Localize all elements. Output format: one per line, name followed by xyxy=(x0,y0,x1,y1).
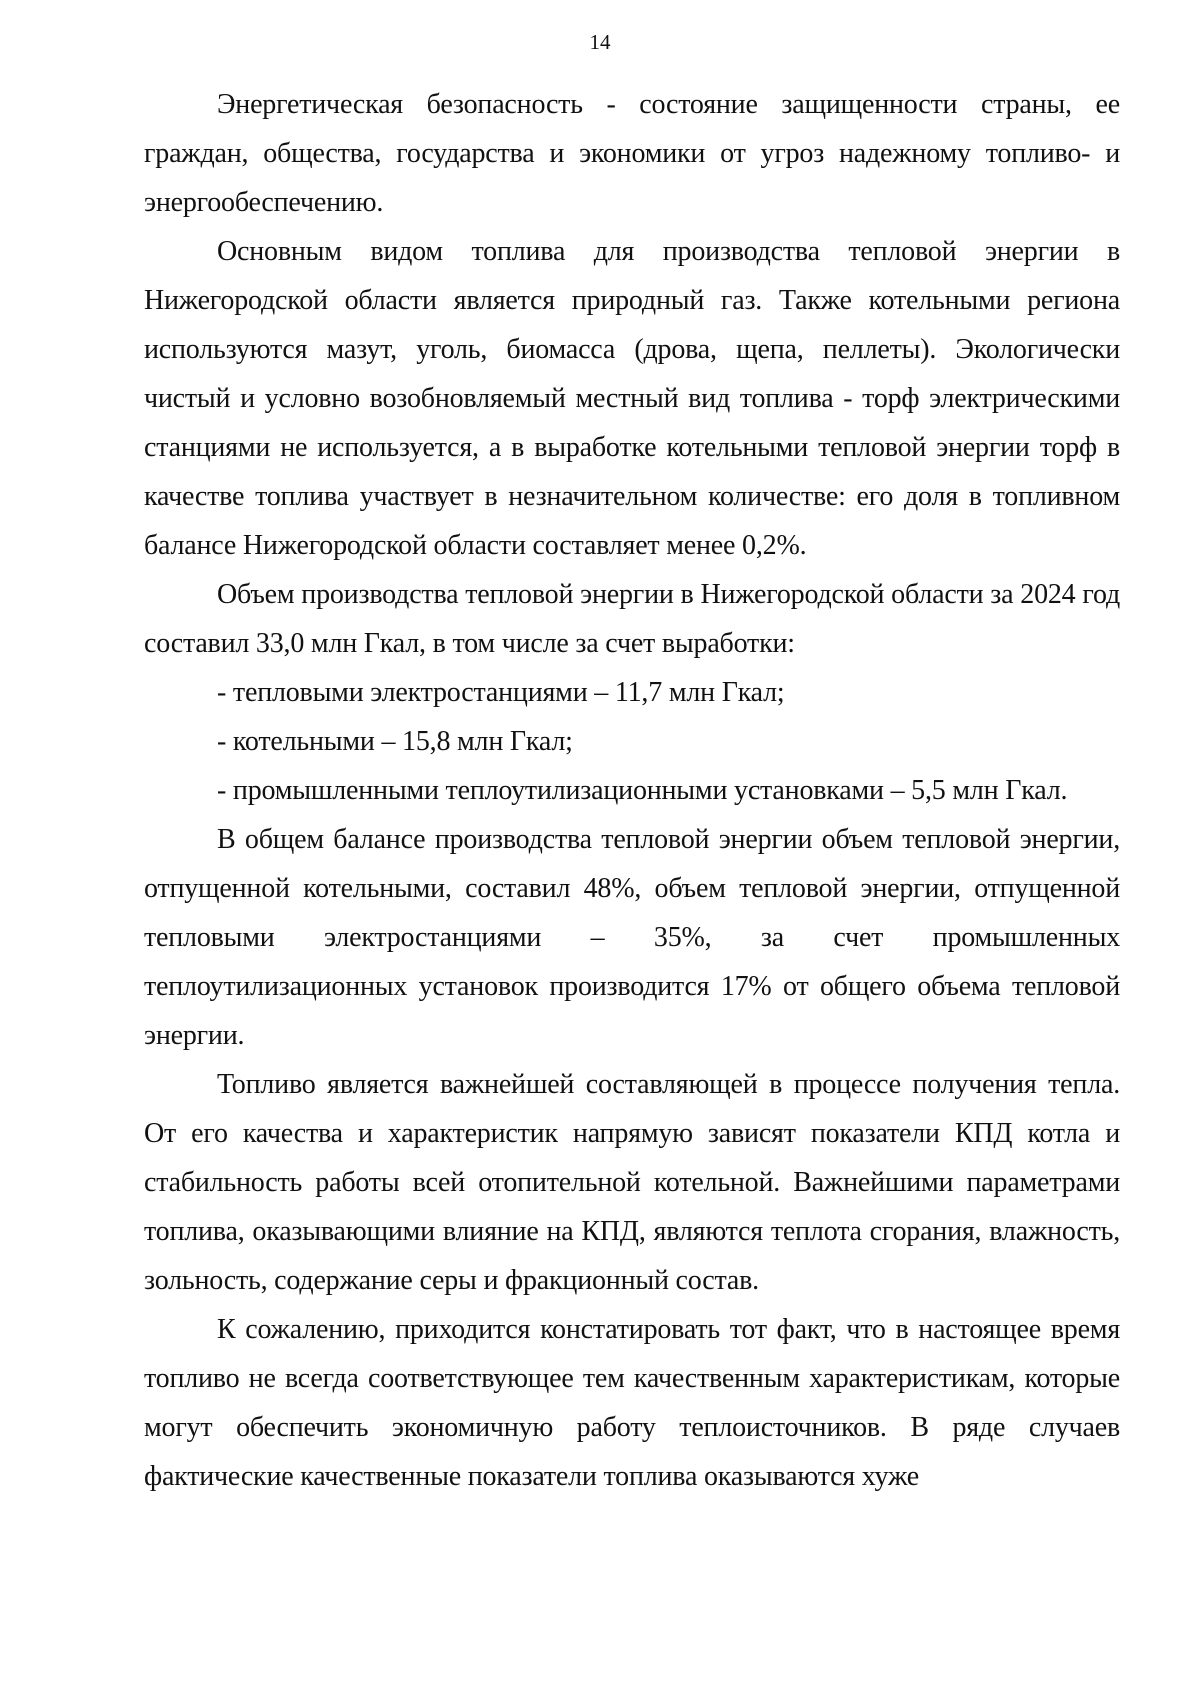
list-item-boiler-houses: - котельными – 15,8 млн Гкал; xyxy=(217,726,573,757)
paragraph-fuel-compliance: К сожалению, приходится констатировать тот факт, что в настоящее время топливо не всегда соответствующее тем качественным характеристикам, которые могут обеспечить экономичную работу теплоисточников. В ряде случаев фактические качественные показатели топлива оказываются хуже xyxy=(144,1314,1120,1492)
document-body xyxy=(144,80,1120,1501)
paragraph-energy-security: Энергетическая безопасность - состояние защищенности страны, ее граждан, общества, государства и экономики от угроз надежному топливо- и энергообеспечению. xyxy=(144,89,1120,218)
paragraph-balance-shares: В общем балансе производства тепловой энергии объем тепловой энергии, отпущенной котельными, составил 48%, объем тепловой энергии, отпущенной тепловыми электростанциями – 35%, за счет промышленных теплоутилизационных установок производится 17% от общего объема тепловой энергии. xyxy=(144,824,1120,1051)
list-item-thermal-plants: - тепловыми электростанциями – 11,7 млн Гкал; xyxy=(217,677,785,708)
list-item-heat-recovery: - промышленными теплоутилизационными установками – 5,5 млн Гкал. xyxy=(217,775,1068,806)
page-number: 14 xyxy=(589,30,611,54)
paragraph-fuel-types: Основным видом топлива для производства тепловой энергии в Нижегородской области является природный газ. Также котельными региона используются мазут, уголь, биомасса (дрова, щепа, пеллеты). Экологически чистый и условно возобновляемый местный вид топлива - торф электрическими станциями не используется, а в выработке котельными тепловой энергии торф в качестве топлива участвует в незначительном количестве: его доля в топливном балансе Нижегородской области составляет менее 0,2%. xyxy=(144,236,1120,561)
paragraph-fuel-quality: Топливо является важнейшей составляющей в процессе получения тепла. От его качества и характеристик напрямую зависят показатели КПД котла и стабильность работы всей отопительной котельной. Важнейшими параметрами топлива, оказывающими влияние на КПД, являются теплота сгорания, влажность, зольность, содержание серы и фракционный состав. xyxy=(144,1069,1120,1296)
paragraph-production-volume: Объем производства тепловой энергии в Нижегородской области за 2024 год составил 33,0 млн Гкал, в том числе за счет выработки: xyxy=(144,579,1120,659)
